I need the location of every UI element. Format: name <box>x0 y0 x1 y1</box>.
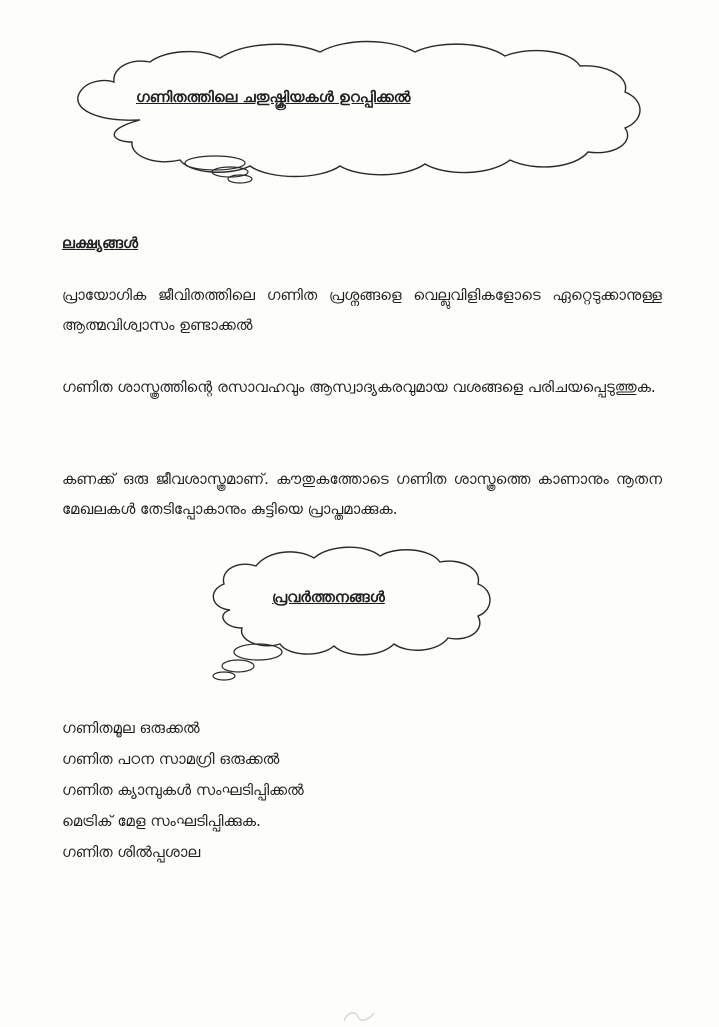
list-item: ഗണിത ക്യാമ്പുകൾ സംഘടിപ്പിക്കൽ <box>62 781 304 799</box>
objectives-heading: ലക്ഷ്യങ്ങൾ <box>62 234 139 252</box>
list-item: ഗണിതമൂല ഒരുക്കൽ <box>62 719 200 737</box>
thought-cloud-icon <box>190 540 510 690</box>
thought-cloud-icon <box>40 30 680 190</box>
page-title: ഗണിതത്തിലെ ചതുഷ്ക്രിയകൾ ഉറപ്പിക്കൽ <box>136 88 411 106</box>
objective-paragraph-1: പ്രായോഗിക ജീവിതത്തിലെ ഗണിത പ്രശ്നങ്ങളെ വെല്ലുവിളികളോടെ ഏറ്റെടുക്കാനുള്ള ആത്മവിശ്വാസം ഉണ്ടാക്കൽ <box>62 286 662 334</box>
list-item: ഗണിത പഠന സാമഗ്രി ഒരുക്കൽ <box>62 750 280 768</box>
list-item: മെട്രിക് മേള സംഘടിപ്പിക്കുക. <box>62 812 261 830</box>
title-cloud <box>40 30 680 190</box>
objective-paragraph-2: ഗണിത ശാസ്ത്രത്തിന്റെ രസാവഹവും ആസ്വാദ്യകരവുമായ വശങ്ങളെ പരിചയപ്പെടുത്തുക. <box>62 378 656 396</box>
page-mark <box>340 1008 380 1027</box>
activities-list <box>62 718 304 873</box>
activities-cloud <box>190 540 510 690</box>
objective-paragraph-3: കണക്ക് ഒരു ജീവശാസ്ത്രമാണ്. കൗതുകത്തോടെ ഗണിത ശാസ്ത്രത്തെ കാണാനും നൂതന മേഖലകൾ തേടിപ്പോകാനും കുട്ടിയെ പ്രാപ്തമാക്കുക. <box>62 470 662 518</box>
activities-title: പ്രവർത്തനങ്ങൾ <box>272 588 385 606</box>
list-item: ഗണിത ശിൽപ്പശാല <box>62 843 201 861</box>
scribble-icon <box>340 1009 380 1023</box>
